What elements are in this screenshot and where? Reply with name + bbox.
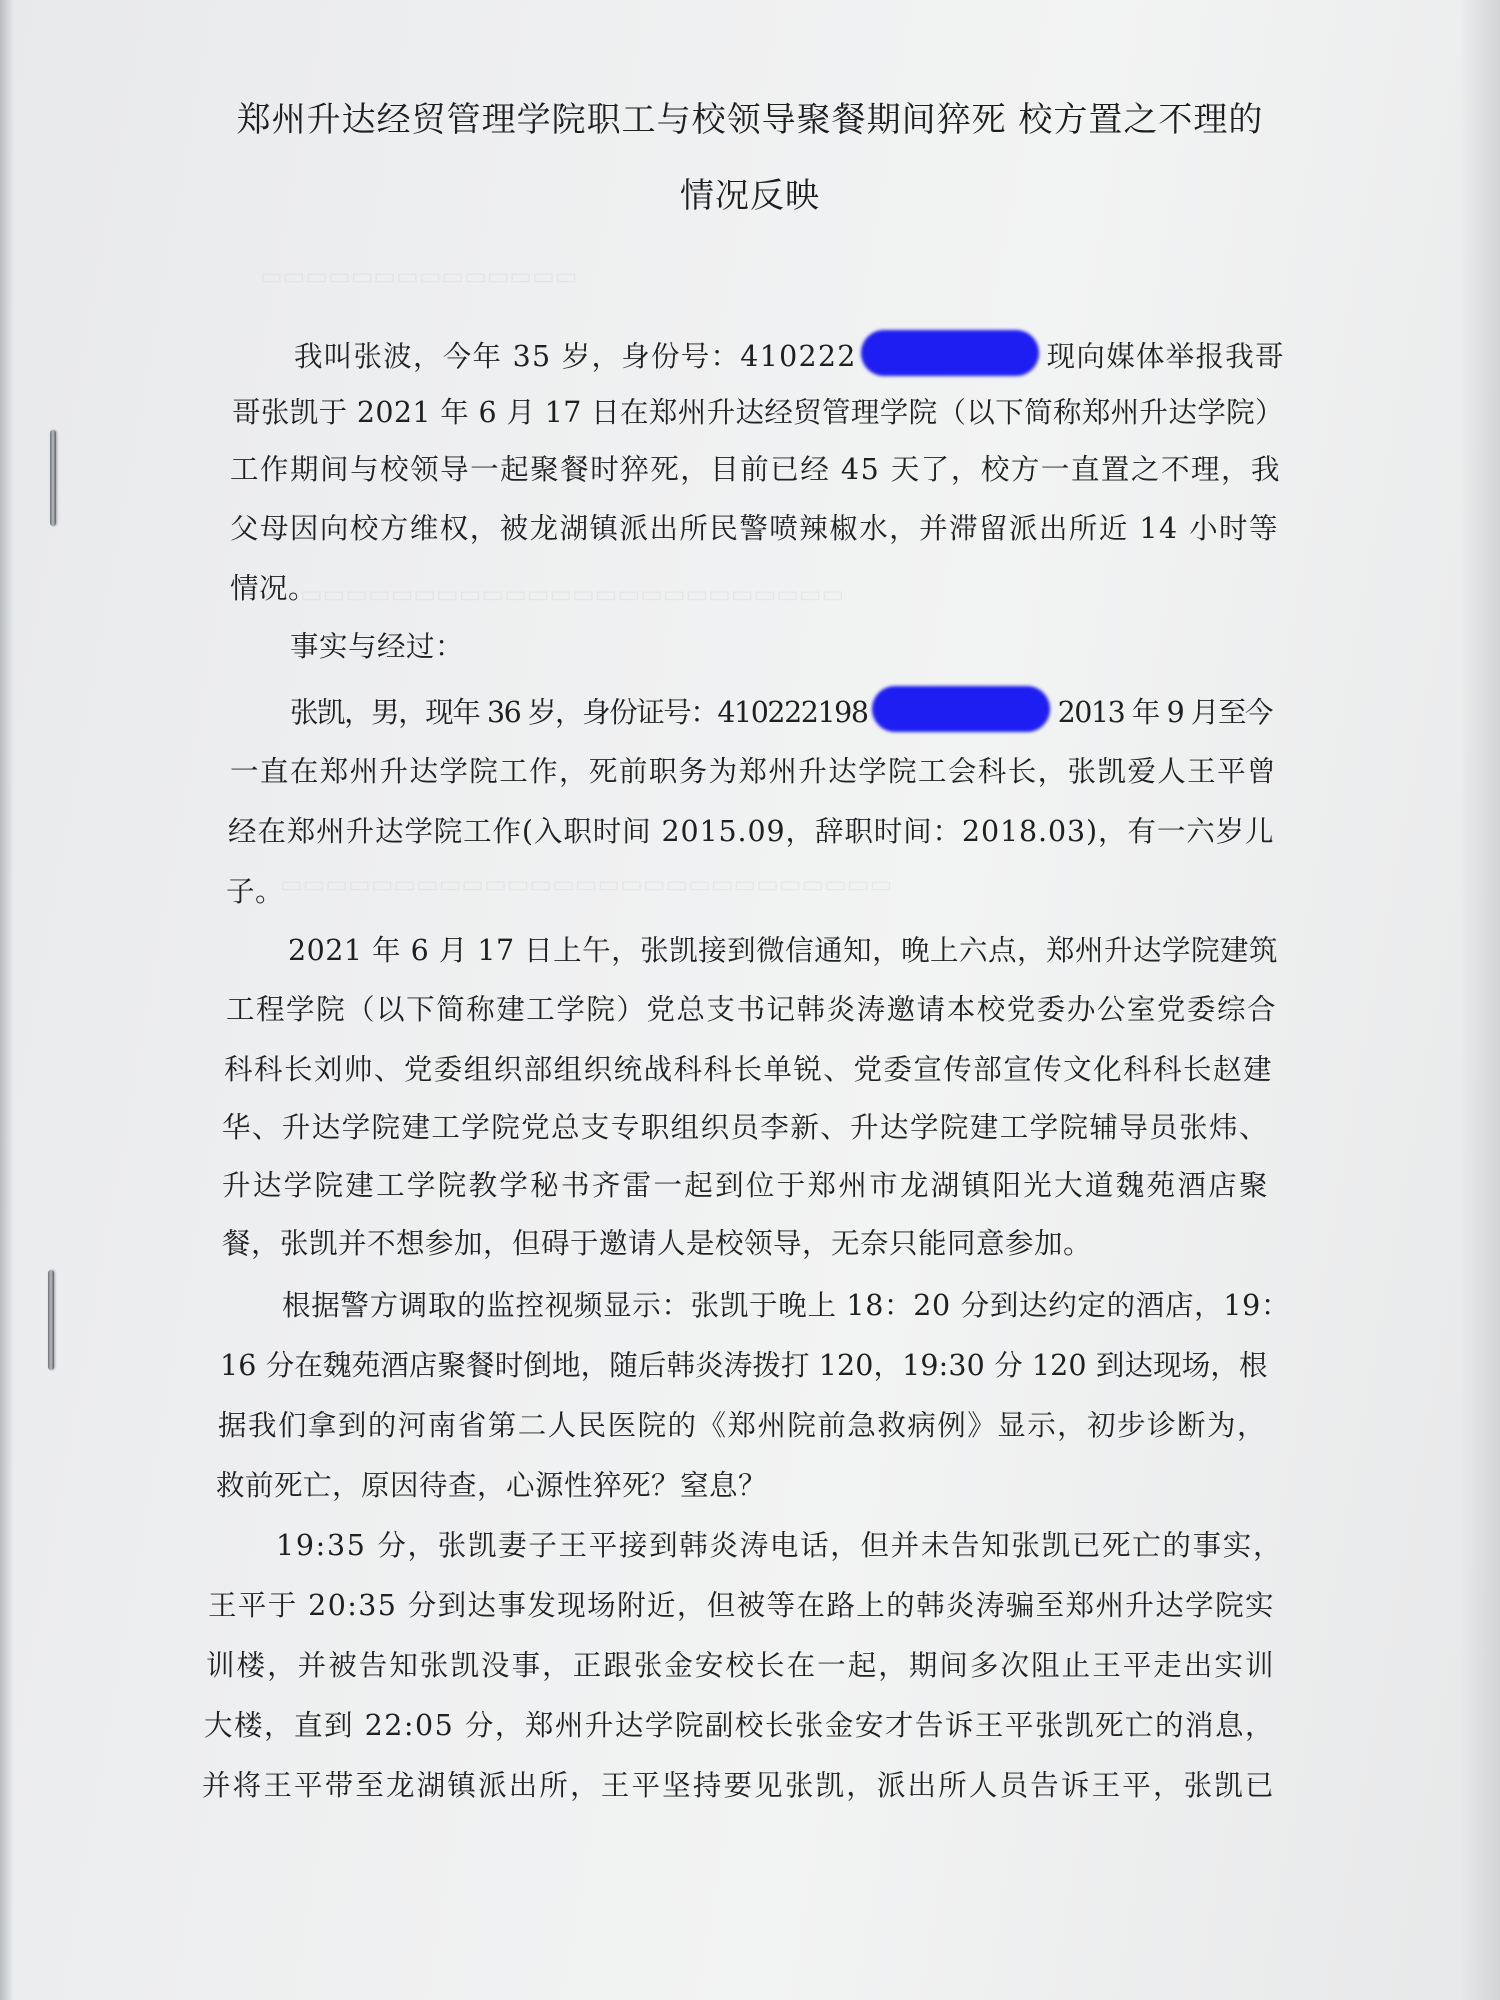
body-line: 经在郑州升达学院工作(入职时间 2015.09，辞职时间：2018.03)，有一六岁儿: [228, 815, 1275, 848]
staple: [50, 430, 56, 526]
body-line: 事实与经过：: [290, 630, 465, 663]
body-line: [294, 330, 1285, 375]
line-text: 现向媒体举报我哥: [1046, 340, 1285, 373]
body-line: 训楼，并被告知张凯没事，正跟张金安校长在一起，期间多次阻止王平走出实训: [206, 1649, 1276, 1682]
body-line: 根据警方调取的监控视频显示：张凯于晚上 18：20 分到达约定的酒店，19：: [282, 1289, 1291, 1322]
body-line: 并将王平带至龙湖镇派出所，王平坚持要见张凯，派出所人员告诉王平，张凯已: [202, 1769, 1276, 1802]
body-line: 科科长刘帅、党委组织部组织统战科科长单锐、党委宣传部宣传文化科科长赵建: [224, 1053, 1273, 1086]
bleed-through-text: ▭▭▭▭▭▭▭▭▭▭▭▭▭▭▭▭▭▭▭▭▭▭▭▭▭▭▭: [280, 870, 893, 898]
line-text: 张凯，男，现年 36 岁，身份证号：410222198: [290, 696, 868, 729]
body-line: [290, 686, 1272, 731]
bleed-through-text: ▭▭▭▭▭▭▭▭▭▭▭▭▭▭: [260, 262, 578, 290]
bleed-through-text: ▭▭▭▭▭▭▭▭▭▭▭▭▭▭▭▭▭▭▭▭▭▭▭▭: [300, 580, 845, 608]
body-line: 子。: [226, 875, 285, 908]
redaction-mark: [861, 330, 1039, 376]
body-line: 19:35 分，张凯妻子王平接到韩炎涛电话，但并未告知张凯已死亡的事实，: [276, 1529, 1284, 1562]
body-line: 哥张凯于 2021 年 6 月 17 日在郑州升达经贸管理学院（以下简称郑州升达学院）: [232, 396, 1284, 429]
page-edge-shadow-right: [1460, 0, 1500, 2000]
line-text: 2013 年 9 月至今: [1057, 696, 1273, 729]
body-line: 16 分在魏苑酒店聚餐时倒地，随后韩炎涛拨打 120，19:30 分 120 到达现场，根: [220, 1349, 1268, 1382]
body-line: 大楼，直到 22:05 分，郑州升达学院副校长张金安才告诉王平张凯死亡的消息，: [204, 1709, 1275, 1742]
document-title: 郑州升达经贸管理学院职工与校领导聚餐期间猝死 校方置之不理的: [236, 100, 1264, 140]
body-line: 情况。: [230, 572, 318, 605]
body-line: 工作期间与校领导一起聚餐时猝死，目前已经 45 天了，校方一直置之不理，我: [230, 453, 1282, 486]
staple: [48, 1270, 54, 1370]
body-line: 餐，张凯并不想参加，但碍于邀请人是校领导，无奈只能同意参加。: [222, 1227, 1093, 1260]
body-line: 据我们拿到的河南省第二人民医院的《郑州院前急救病例》显示，初步诊断为，: [218, 1409, 1267, 1442]
page-edge-shadow: [0, 0, 14, 2000]
body-line: 2021 年 6 月 17 日上午，张凯接到微信通知，晚上六点，郑州升达学院建筑: [288, 934, 1278, 967]
body-line: 父母因向校方维权，被龙湖镇派出所民警喷辣椒水，并滞留派出所近 14 小时等: [230, 512, 1279, 545]
redaction-mark: [872, 686, 1050, 732]
body-line: 王平于 20:35 分到达事发现场附近，但被等在路上的韩炎涛骗至郑州升达学院实: [208, 1589, 1275, 1622]
line-text: 我叫张波，今年 35 岁，身份号：410222: [294, 340, 857, 373]
body-line: 救前死亡，原因待查，心源性猝死？窒息？: [216, 1469, 768, 1502]
body-line: 一直在郑州升达学院工作，死前职务为郑州升达学院工会科长，张凯爱人王平曾: [230, 755, 1277, 788]
body-line: 华、升达学院建工学院党总支专职组织员李新、升达学院建工学院辅导员张炜、: [222, 1111, 1269, 1144]
document-title-continued: 情况反映: [680, 176, 820, 216]
body-line: 升达学院建工学院教学秘书齐雷一起到位于郑州市龙湖镇阳光大道魏苑酒店聚: [222, 1169, 1270, 1202]
body-line: 工程学院（以下简称建工学院）党总支书记韩炎涛邀请本校党委办公室党委综合: [226, 993, 1278, 1026]
